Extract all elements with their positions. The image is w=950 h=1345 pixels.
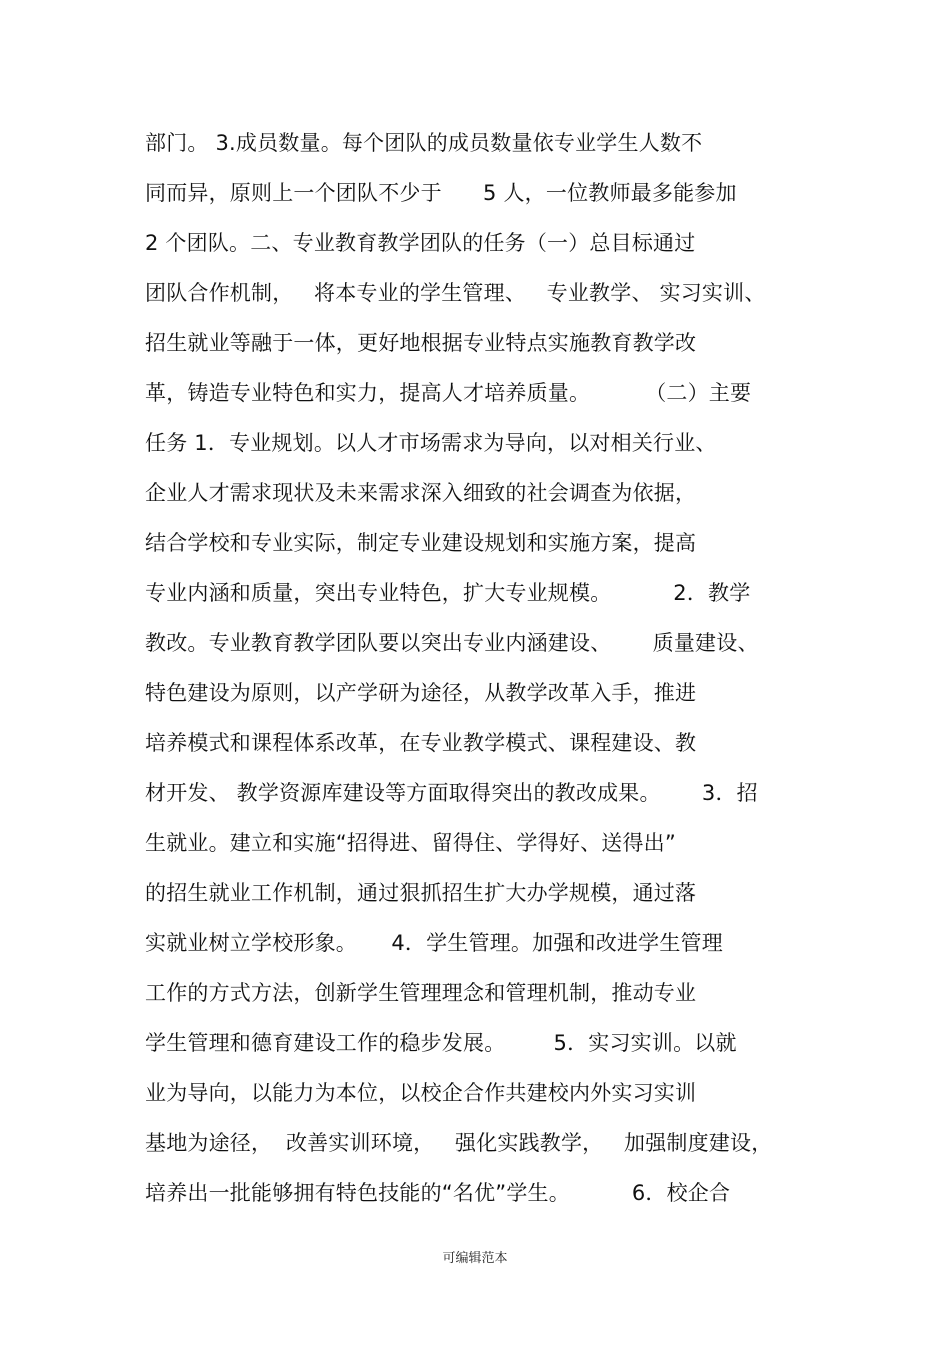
body-text-line: 部门。 3.成员数量。每个团队的成员数量依专业学生人数不	[145, 131, 703, 155]
body-text-line: 2 个团队。二、专业教育教学团队的任务（一）总目标通过	[145, 231, 696, 255]
body-text-line: 同而异，原则上一个团队不少于 5 人，一位教师最多能参加	[145, 181, 737, 205]
body-text-line: 革，铸造专业特色和实力，提高人才培养质量。 （二）主要	[145, 381, 752, 405]
page-footer: 可编辑范本	[442, 1251, 508, 1266]
body-text-line: 特色建设为原则，以产学研为途径，从教学改革入手，推进	[145, 681, 697, 705]
body-text-line: 基地为途径， 改善实训环境， 强化实践教学， 加强制度建设，	[145, 1131, 773, 1155]
body-text-line: 招生就业等融于一体，更好地根据专业特点实施教育教学改	[145, 331, 697, 355]
body-text-line: 业为导向，以能力为本位，以校企合作共建校内外实习实训	[145, 1081, 697, 1105]
body-text-line: 企业人才需求现状及未来需求深入细致的社会调查为依据，	[145, 481, 697, 505]
body-text-line: 培养出一批能够拥有特色技能的“名优”学生。 6．校企合	[145, 1181, 731, 1205]
body-text-line: 的招生就业工作机制，通过狠抓招生扩大办学规模，通过落	[145, 881, 697, 905]
body-text-line: 专业内涵和质量，突出专业特色，扩大专业规模。 2．教学	[145, 581, 751, 605]
body-text-line: 学生管理和德育建设工作的稳步发展。 5．实习实训。以就	[145, 1031, 737, 1055]
body-text-line: 培养模式和课程体系改革，在专业教学模式、课程建设、教	[145, 731, 697, 755]
body-text-line: 团队合作机制， 将本专业的学生管理、 专业教学、 实习实训、	[145, 281, 766, 305]
body-text-line: 生就业。建立和实施“招得进、留得住、学得好、送得出”	[145, 831, 676, 855]
body-text-line: 实就业树立学校形象。 4．学生管理。加强和改进学生管理	[145, 931, 723, 955]
body-text-line: 结合学校和专业实际，制定专业建设规划和实施方案，提高	[145, 531, 697, 555]
body-text-line: 教改。专业教育教学团队要以突出专业内涵建设、 质量建设、	[145, 631, 759, 655]
body-text-line: 工作的方式方法，创新学生管理理念和管理机制，推动专业	[145, 981, 697, 1005]
body-text-line: 材开发、 教学资源库建设等方面取得突出的教改成果。 3．招	[145, 781, 758, 805]
body-text-line: 任务 1．专业规划。以人才市场需求为导向，以对相关行业、	[145, 431, 717, 455]
